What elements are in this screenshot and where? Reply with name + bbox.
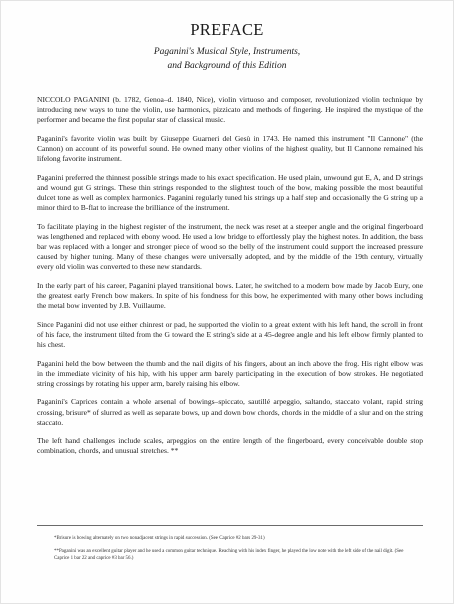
paragraph-strings: Paganini preferred the thinnest possible strings made to his exact specification. He used plain, unwound gut E, A, and D strings and wound gut G strings. These thin strings responded to the slightest touch of the bow, making possible the most beautiful dulcet tone as well as complex harmonics. Paganini regularly tuned his strings up a half step and occasionally the G string up a minor third to B-flat to increase the brilliance of the instrument. bbox=[37, 172, 423, 213]
footnote-divider bbox=[37, 525, 423, 526]
footnote-guitar: **Paganini was an excellent guitar player and he used a common guitar technique. Reaching with his index finger, he played the low note with the left side of the nail digit. (See Caprice 1 bar 22 and caprice #3 bar 56.) bbox=[54, 548, 404, 561]
body-text bbox=[37, 95, 423, 465]
paragraph-neck: To facilitate playing in the highest register of the instrument, the neck was reset at a steeper angle and the original fingerboard was lengthened and replaced with ebony wood. He used a low bridge to effortlessly play the highest notes. In addition, the bass bar was replaced with a longer and stronger piece of wood so the belly of the instrument could support the increased pressure caused by higher tuning. Many of these changes were universally adopted, and by the middle of the 19th century, virtually every old violin was converted to these new standards. bbox=[37, 221, 423, 272]
page-subtitle bbox=[0, 45, 454, 73]
subtitle-line-2: and Background of this Edition bbox=[167, 61, 287, 71]
footnote-brisure: *Brisure is bowing alternately on two nonadjacent strings in rapid succession. (See Caprice #2 bars 29-31) bbox=[54, 536, 265, 541]
paragraph-bow-hold: Paganini held the bow between the thumb and the nail digits of his fingers, about an inch above the frog. His right elbow was in the immediate vicinity of his hip, with his upper arm barely participating in the execution of bow strokes. He negotiated string crossings by rotating his upper arm, barely raising his elbow. bbox=[37, 358, 423, 388]
paragraph-bows: In the early part of his career, Paganini played transitional bows. Later, he switched to a modern bow made by Jacob Eury, one the greatest early French bow makers. In spite of his fondness for this bow, he experimented with many other bows including the metal bow invented by J.B. Vuillaume. bbox=[37, 280, 423, 310]
paragraph-bowings: Paganini's Caprices contain a whole arsenal of bowings–spiccato, sautillé arpeggio, saltando, staccato volant, rapid string crossing, brisure* of slurred as well as separate bows, up and down bow chords, chords in the middle of a slur and on the string staccato. bbox=[37, 397, 423, 427]
footnotes bbox=[54, 536, 409, 569]
paragraph-posture: Since Paganini did not use either chinrest or pad, he supported the violin to a great extent with his left hand, the scroll in front of his face, the instrument tilted from the G toward the E string's side at a 45-degree angle and his left elbow firmly planted to his chest. bbox=[37, 319, 423, 349]
paragraph-violin: Paganini's favorite violin was built by Giuseppe Guarneri del Gesù in 1743. He named this instrument "Il Cannone" (the Cannon) on account of its powerful sound. He owned many other violins of the highest quality, but Il Cannone remained his lifelong favorite instrument. bbox=[37, 133, 423, 164]
page-title: PREFACE bbox=[190, 20, 264, 39]
subtitle-line-1: Paganini's Musical Style, Instruments, bbox=[153, 47, 301, 57]
paragraph-left-hand: The left hand challenges include scales, arpeggios on the entire length of the fingerboard, every conceivable double stop combination, chords, and unusual stretches. ** bbox=[37, 436, 423, 456]
paragraph-intro: NICCOLO PAGANINI (b. 1782, Genoa–d. 1840, Nice), violin virtuoso and composer, revolutionized violin technique by introducing new ways to tune the violin, use harmonics, pizzicato and methods of fingering. He inspired the mystique of the performer and became the first popular star of classical music. bbox=[37, 95, 423, 125]
